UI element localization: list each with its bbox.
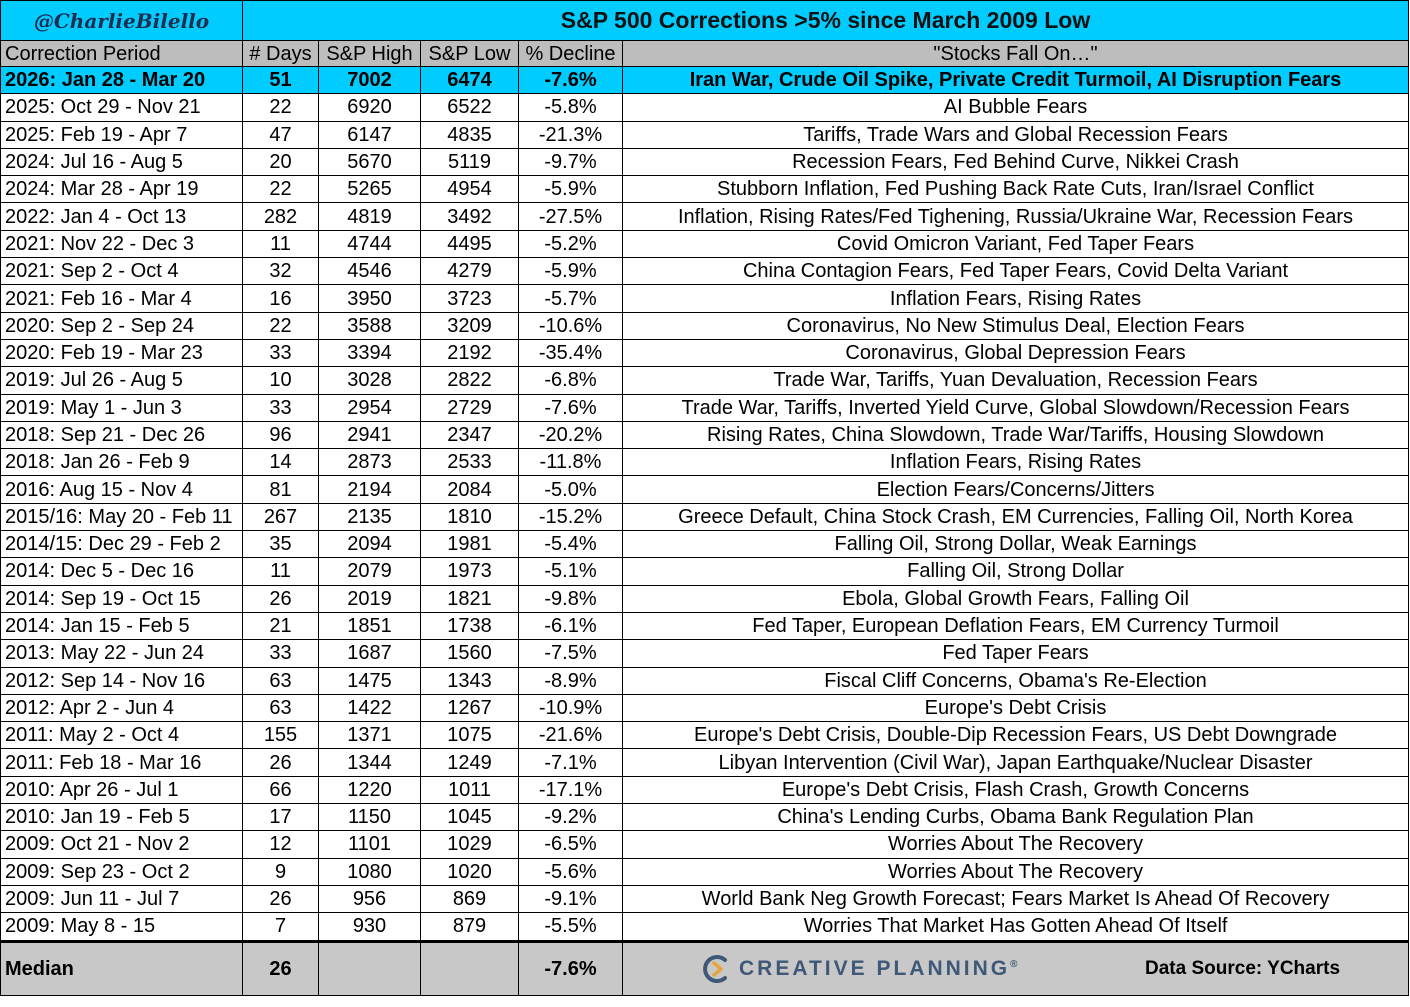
cell-sp-low: 2192 — [421, 339, 519, 366]
cell-sp-low: 4954 — [421, 176, 519, 203]
cell-days: 32 — [243, 258, 319, 285]
author-handle: @CharlieBilello — [1, 1, 243, 41]
cell-decline: -6.1% — [519, 612, 623, 639]
cell-sp-low: 1075 — [421, 722, 519, 749]
cell-days: 26 — [243, 585, 319, 612]
cell-days: 17 — [243, 804, 319, 831]
cell-correction-period: 2014: Sep 19 - Oct 15 — [1, 585, 243, 612]
median-empty-high — [319, 941, 421, 995]
cell-decline: -5.4% — [519, 531, 623, 558]
cell-correction-period: 2024: Mar 28 - Apr 19 — [1, 176, 243, 203]
cell-stocks-fall-on: Fiscal Cliff Concerns, Obama's Re-Election — [623, 667, 1409, 694]
cell-days: 22 — [243, 176, 319, 203]
cell-correction-period: 2013: May 22 - Jun 24 — [1, 640, 243, 667]
cell-stocks-fall-on: Rising Rates, China Slowdown, Trade War/Tariffs, Housing Slowdown — [623, 421, 1409, 448]
cell-stocks-fall-on: World Bank Neg Growth Forecast; Fears Market Is Ahead Of Recovery — [623, 885, 1409, 912]
table-row-current — [1, 67, 1409, 94]
cell-days: 9 — [243, 858, 319, 885]
table-row — [1, 94, 1409, 121]
cell-sp-high: 2194 — [319, 476, 421, 503]
cell-decline: -10.9% — [519, 694, 623, 721]
cell-sp-high: 2135 — [319, 503, 421, 530]
cell-correction-period: 2020: Feb 19 - Mar 23 — [1, 339, 243, 366]
cell-stocks-fall-on: Inflation, Rising Rates/Fed Tighening, Russia/Ukraine War, Recession Fears — [623, 203, 1409, 230]
cell-sp-low: 1011 — [421, 776, 519, 803]
cell-days: 26 — [243, 749, 319, 776]
cell-sp-low: 4279 — [421, 258, 519, 285]
brand-name: CREATIVE PLANNING® — [739, 957, 1018, 980]
cell-correction-period: 2014/15: Dec 29 - Feb 2 — [1, 531, 243, 558]
median-label: Median — [1, 941, 243, 995]
table-row — [1, 203, 1409, 230]
table-row — [1, 394, 1409, 421]
cell-stocks-fall-on: Greece Default, China Stock Crash, EM Currencies, Falling Oil, North Korea — [623, 503, 1409, 530]
cell-sp-low: 1738 — [421, 612, 519, 639]
header-sp-high: S&P High — [319, 41, 421, 67]
cell-days: 96 — [243, 421, 319, 448]
cell-correction-period: 2009: Oct 21 - Nov 2 — [1, 831, 243, 858]
cell-decline: -6.5% — [519, 831, 623, 858]
cell-correction-period: 2010: Jan 19 - Feb 5 — [1, 804, 243, 831]
cell-stocks-fall-on: China Contagion Fears, Fed Taper Fears, Covid Delta Variant — [623, 258, 1409, 285]
cell-sp-low: 1020 — [421, 858, 519, 885]
cell-decline: -27.5% — [519, 203, 623, 230]
cell-sp-high: 1371 — [319, 722, 421, 749]
cell-decline: -10.6% — [519, 312, 623, 339]
cell-sp-high: 1080 — [319, 858, 421, 885]
cell-decline: -5.1% — [519, 558, 623, 585]
cell-decline: -5.8% — [519, 94, 623, 121]
cell-sp-high: 2954 — [319, 394, 421, 421]
cell-sp-high: 4546 — [319, 258, 421, 285]
cell-stocks-fall-on: Libyan Intervention (Civil War), Japan Earthquake/Nuclear Disaster — [623, 749, 1409, 776]
cell-correction-period: 2019: May 1 - Jun 3 — [1, 394, 243, 421]
cell-decline: -8.9% — [519, 667, 623, 694]
table-body — [1, 67, 1409, 942]
cell-correction-period: 2026: Jan 28 - Mar 20 — [1, 67, 243, 94]
cell-correction-period: 2018: Sep 21 - Dec 26 — [1, 421, 243, 448]
cell-sp-low: 2084 — [421, 476, 519, 503]
cell-sp-low: 1045 — [421, 804, 519, 831]
table-row — [1, 531, 1409, 558]
cell-decline: -9.7% — [519, 148, 623, 175]
title-row — [1, 1, 1409, 41]
cell-sp-low: 1029 — [421, 831, 519, 858]
cell-days: 22 — [243, 94, 319, 121]
table-row — [1, 285, 1409, 312]
cell-sp-low: 4495 — [421, 230, 519, 257]
cell-stocks-fall-on: Coronavirus, Global Depression Fears — [623, 339, 1409, 366]
table-row — [1, 558, 1409, 585]
table-row — [1, 449, 1409, 476]
table-row — [1, 421, 1409, 448]
cell-correction-period: 2021: Sep 2 - Oct 4 — [1, 258, 243, 285]
cell-decline: -5.7% — [519, 285, 623, 312]
cell-sp-high: 956 — [319, 885, 421, 912]
cell-sp-low: 879 — [421, 913, 519, 941]
cell-stocks-fall-on: Worries About The Recovery — [623, 858, 1409, 885]
cell-correction-period: 2011: Feb 18 - Mar 16 — [1, 749, 243, 776]
table-row — [1, 913, 1409, 941]
cell-decline: -35.4% — [519, 339, 623, 366]
cell-sp-high: 3950 — [319, 285, 421, 312]
cell-days: 11 — [243, 230, 319, 257]
cell-correction-period: 2012: Apr 2 - Jun 4 — [1, 694, 243, 721]
cell-decline: -5.9% — [519, 258, 623, 285]
cell-days: 33 — [243, 640, 319, 667]
cell-correction-period: 2025: Feb 19 - Apr 7 — [1, 121, 243, 148]
table-row — [1, 858, 1409, 885]
table-row — [1, 585, 1409, 612]
cell-stocks-fall-on: Worries That Market Has Gotten Ahead Of Itself — [623, 913, 1409, 941]
cell-correction-period: 2018: Jan 26 - Feb 9 — [1, 449, 243, 476]
cell-correction-period: 2019: Jul 26 - Aug 5 — [1, 367, 243, 394]
cell-days: 155 — [243, 722, 319, 749]
cell-stocks-fall-on: Trade War, Tariffs, Yuan Devaluation, Recession Fears — [623, 367, 1409, 394]
cell-sp-high: 3394 — [319, 339, 421, 366]
cell-stocks-fall-on: Falling Oil, Strong Dollar, Weak Earnings — [623, 531, 1409, 558]
cell-stocks-fall-on: Coronavirus, No New Stimulus Deal, Election Fears — [623, 312, 1409, 339]
cell-decline: -15.2% — [519, 503, 623, 530]
cell-sp-low: 1343 — [421, 667, 519, 694]
cell-decline: -9.8% — [519, 585, 623, 612]
table-row — [1, 831, 1409, 858]
cell-days: 35 — [243, 531, 319, 558]
cell-days: 10 — [243, 367, 319, 394]
cell-decline: -5.9% — [519, 176, 623, 203]
cell-sp-high: 4819 — [319, 203, 421, 230]
cell-stocks-fall-on: AI Bubble Fears — [623, 94, 1409, 121]
cell-decline: -21.3% — [519, 121, 623, 148]
table-row — [1, 121, 1409, 148]
cell-stocks-fall-on: Europe's Debt Crisis, Flash Crash, Growth Concerns — [623, 776, 1409, 803]
brand-logo — [701, 954, 1018, 984]
cell-sp-high: 930 — [319, 913, 421, 941]
cell-decline: -7.6% — [519, 67, 623, 94]
cell-sp-high: 1150 — [319, 804, 421, 831]
cell-correction-period: 2012: Sep 14 - Nov 16 — [1, 667, 243, 694]
cell-sp-low: 6474 — [421, 67, 519, 94]
cell-sp-high: 1422 — [319, 694, 421, 721]
cell-sp-high: 5265 — [319, 176, 421, 203]
cell-sp-low: 2347 — [421, 421, 519, 448]
cell-sp-high: 2941 — [319, 421, 421, 448]
cell-stocks-fall-on: Covid Omicron Variant, Fed Taper Fears — [623, 230, 1409, 257]
header-decline: % Decline — [519, 41, 623, 67]
cell-stocks-fall-on: Recession Fears, Fed Behind Curve, Nikkei Crash — [623, 148, 1409, 175]
cell-correction-period: 2009: May 8 - 15 — [1, 913, 243, 941]
cell-days: 7 — [243, 913, 319, 941]
cell-correction-period: 2025: Oct 29 - Nov 21 — [1, 94, 243, 121]
cell-days: 63 — [243, 694, 319, 721]
cell-days: 16 — [243, 285, 319, 312]
table-row — [1, 776, 1409, 803]
cell-sp-high: 1851 — [319, 612, 421, 639]
cell-stocks-fall-on: China's Lending Curbs, Obama Bank Regulation Plan — [623, 804, 1409, 831]
cell-decline: -7.1% — [519, 749, 623, 776]
cell-sp-low: 6522 — [421, 94, 519, 121]
cell-correction-period: 2020: Sep 2 - Sep 24 — [1, 312, 243, 339]
cell-correction-period: 2015/16: May 20 - Feb 11 — [1, 503, 243, 530]
cell-stocks-fall-on: Trade War, Tariffs, Inverted Yield Curve, Global Slowdown/Recession Fears — [623, 394, 1409, 421]
cell-sp-low: 2822 — [421, 367, 519, 394]
table-row — [1, 312, 1409, 339]
table-row — [1, 339, 1409, 366]
table-row — [1, 694, 1409, 721]
median-days: 26 — [243, 941, 319, 995]
header-correction-period: Correction Period — [1, 41, 243, 67]
cell-correction-period: 2010: Apr 26 - Jul 1 — [1, 776, 243, 803]
cell-days: 22 — [243, 312, 319, 339]
cell-days: 21 — [243, 612, 319, 639]
median-row — [1, 941, 1409, 995]
cell-sp-high: 1687 — [319, 640, 421, 667]
cell-sp-high: 3588 — [319, 312, 421, 339]
cell-sp-low: 1821 — [421, 585, 519, 612]
cell-decline: -20.2% — [519, 421, 623, 448]
cell-sp-high: 1101 — [319, 831, 421, 858]
cell-sp-low: 2533 — [421, 449, 519, 476]
cell-days: 63 — [243, 667, 319, 694]
cell-decline: -6.8% — [519, 367, 623, 394]
cell-stocks-fall-on: Inflation Fears, Rising Rates — [623, 449, 1409, 476]
cell-decline: -21.6% — [519, 722, 623, 749]
cell-stocks-fall-on: Fed Taper, European Deflation Fears, EM Currency Turmoil — [623, 612, 1409, 639]
cell-days: 267 — [243, 503, 319, 530]
cell-decline: -5.6% — [519, 858, 623, 885]
cell-decline: -17.1% — [519, 776, 623, 803]
cell-days: 282 — [243, 203, 319, 230]
cell-stocks-fall-on: Tariffs, Trade Wars and Global Recession Fears — [623, 121, 1409, 148]
cell-stocks-fall-on: Falling Oil, Strong Dollar — [623, 558, 1409, 585]
cell-decline: -7.6% — [519, 394, 623, 421]
median-decline: -7.6% — [519, 941, 623, 995]
cell-sp-high: 3028 — [319, 367, 421, 394]
header-days: # Days — [243, 41, 319, 67]
cell-days: 11 — [243, 558, 319, 585]
cell-decline: -5.0% — [519, 476, 623, 503]
table-row — [1, 667, 1409, 694]
cell-sp-low: 869 — [421, 885, 519, 912]
cell-sp-high: 6147 — [319, 121, 421, 148]
cell-sp-low: 1267 — [421, 694, 519, 721]
cell-stocks-fall-on: Ebola, Global Growth Fears, Falling Oil — [623, 585, 1409, 612]
cell-sp-high: 1475 — [319, 667, 421, 694]
table-row — [1, 367, 1409, 394]
cell-sp-high: 7002 — [319, 67, 421, 94]
cell-stocks-fall-on: Worries About The Recovery — [623, 831, 1409, 858]
cell-sp-low: 5119 — [421, 148, 519, 175]
cell-correction-period: 2014: Jan 15 - Feb 5 — [1, 612, 243, 639]
cell-sp-high: 1344 — [319, 749, 421, 776]
cell-sp-low: 1981 — [421, 531, 519, 558]
cell-correction-period: 2021: Nov 22 - Dec 3 — [1, 230, 243, 257]
cell-stocks-fall-on: Europe's Debt Crisis — [623, 694, 1409, 721]
cell-sp-high: 2873 — [319, 449, 421, 476]
cell-sp-high: 1220 — [319, 776, 421, 803]
cell-decline: -9.1% — [519, 885, 623, 912]
cell-stocks-fall-on: Inflation Fears, Rising Rates — [623, 285, 1409, 312]
cell-sp-high: 2094 — [319, 531, 421, 558]
data-source: Data Source: YCharts — [1145, 958, 1341, 979]
header-stocks-fall-on: "Stocks Fall On…" — [623, 41, 1409, 67]
creative-planning-logo-icon — [701, 954, 731, 984]
cell-sp-low: 1249 — [421, 749, 519, 776]
cell-stocks-fall-on: Fed Taper Fears — [623, 640, 1409, 667]
cell-days: 26 — [243, 885, 319, 912]
cell-sp-low: 1810 — [421, 503, 519, 530]
median-empty-low — [421, 941, 519, 995]
brand-wrap — [631, 954, 1400, 984]
cell-stocks-fall-on: Iran War, Crude Oil Spike, Private Credit Turmoil, AI Disruption Fears — [623, 67, 1409, 94]
cell-correction-period: 2009: Jun 11 - Jul 7 — [1, 885, 243, 912]
cell-decline: -7.5% — [519, 640, 623, 667]
cell-sp-low: 4835 — [421, 121, 519, 148]
header-sp-low: S&P Low — [421, 41, 519, 67]
table-row — [1, 148, 1409, 175]
table-title: S&P 500 Corrections >5% since March 2009 Low — [243, 1, 1409, 41]
cell-stocks-fall-on: Election Fears/Concerns/Jitters — [623, 476, 1409, 503]
cell-sp-low: 1560 — [421, 640, 519, 667]
table-row — [1, 176, 1409, 203]
cell-decline: -9.2% — [519, 804, 623, 831]
cell-days: 51 — [243, 67, 319, 94]
table-row — [1, 749, 1409, 776]
cell-days: 33 — [243, 394, 319, 421]
cell-sp-high: 5670 — [319, 148, 421, 175]
cell-days: 66 — [243, 776, 319, 803]
cell-sp-low: 3209 — [421, 312, 519, 339]
cell-sp-high: 2019 — [319, 585, 421, 612]
cell-days: 12 — [243, 831, 319, 858]
cell-sp-low: 2729 — [421, 394, 519, 421]
table-row — [1, 804, 1409, 831]
cell-correction-period: 2022: Jan 4 - Oct 13 — [1, 203, 243, 230]
cell-sp-low: 3492 — [421, 203, 519, 230]
table-row — [1, 258, 1409, 285]
cell-sp-high: 4744 — [319, 230, 421, 257]
cell-days: 47 — [243, 121, 319, 148]
cell-sp-high: 2079 — [319, 558, 421, 585]
cell-correction-period: 2021: Feb 16 - Mar 4 — [1, 285, 243, 312]
table-row — [1, 722, 1409, 749]
table-row — [1, 640, 1409, 667]
brand-cell — [623, 941, 1409, 995]
cell-correction-period: 2024: Jul 16 - Aug 5 — [1, 148, 243, 175]
cell-decline: -5.5% — [519, 913, 623, 941]
cell-days: 20 — [243, 148, 319, 175]
cell-correction-period: 2014: Dec 5 - Dec 16 — [1, 558, 243, 585]
cell-decline: -11.8% — [519, 449, 623, 476]
cell-correction-period: 2009: Sep 23 - Oct 2 — [1, 858, 243, 885]
cell-sp-low: 1973 — [421, 558, 519, 585]
cell-days: 33 — [243, 339, 319, 366]
table-row — [1, 503, 1409, 530]
cell-sp-high: 6920 — [319, 94, 421, 121]
cell-sp-low: 3723 — [421, 285, 519, 312]
table-row — [1, 476, 1409, 503]
table-row — [1, 230, 1409, 257]
cell-days: 81 — [243, 476, 319, 503]
table-row — [1, 612, 1409, 639]
cell-days: 14 — [243, 449, 319, 476]
cell-correction-period: 2016: Aug 15 - Nov 4 — [1, 476, 243, 503]
cell-stocks-fall-on: Stubborn Inflation, Fed Pushing Back Rate Cuts, Iran/Israel Conflict — [623, 176, 1409, 203]
cell-stocks-fall-on: Europe's Debt Crisis, Double-Dip Recession Fears, US Debt Downgrade — [623, 722, 1409, 749]
table-row — [1, 885, 1409, 912]
cell-correction-period: 2011: May 2 - Oct 4 — [1, 722, 243, 749]
header-row — [1, 41, 1409, 67]
cell-decline: -5.2% — [519, 230, 623, 257]
